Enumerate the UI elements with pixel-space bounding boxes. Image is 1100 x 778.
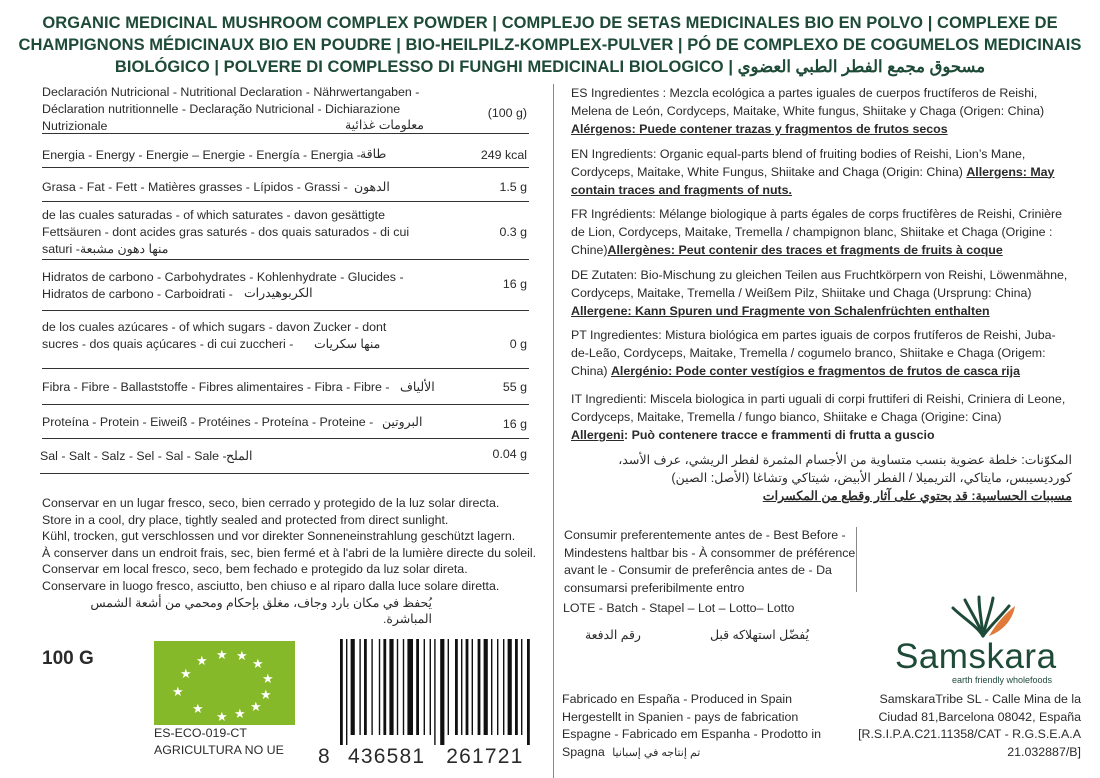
company-line: SamskaraTribe SL - Calle Mina de la <box>879 692 1081 706</box>
barcode-bar <box>371 639 372 735</box>
nutrition-row <box>40 439 529 474</box>
allergen-text: Allergene: Kann Spuren und Fragmente von Schalenfrüchten enthalten <box>571 303 990 318</box>
ingredients-en <box>571 145 1071 199</box>
nutrition-row-label: Fibra - Fibre - Ballaststoffe - Fibres alimentaires - Fibra - Fibre - <box>42 380 390 394</box>
allergen-tail: : Può contenere tracce e frammenti di frutta a guscio <box>624 428 935 442</box>
barcode-bar <box>497 639 498 735</box>
barcode-bar <box>359 639 360 735</box>
allergen-text: Alérgenos: Puede contener trazas y fragmentos de frutos secos <box>571 122 948 136</box>
barcode-bar <box>455 639 458 735</box>
svg-text:★: ★ <box>196 654 208 669</box>
storage-line: Store in a cool, dry place, tightly sealed and protected from direct sunlight. <box>42 512 449 527</box>
ingredients-ar-text: المكوّنات: خلطة عضوية بنسب متساوية من الأجسام المثمرة لفطر الريشي، عرف الأسد، كورديسيبس، مايتاكي، التريميلا / الفطر الأبيض، شيتاكي وتشاغا (الأصل: الصين) <box>618 453 1072 485</box>
barcode-group2: 261721 <box>446 745 524 768</box>
made-in <box>562 691 832 762</box>
barcode-bar <box>461 639 462 735</box>
storage-line: À conserver dans un endroit frais, sec, bien fermé et à l'abri de la lumière directe du soleil. <box>42 545 537 560</box>
ingredients-text: FR Ingrédients: Mélange biologique à parts égales de corps fructifères de Reishi, Crinière de Lion, Cordyceps, Maitake, Tremella / champignon blanc, Shiitake et Chaga (Origine : Chine) <box>571 207 1063 257</box>
nutrition-header-label: Declaración Nutricional - Nutritional Declaration - Nährwertangaben - Déclaration nutritionnelle - Declaração Nutricional - Dichiarazione Nutrizionale <box>42 85 420 133</box>
ingredients-pt <box>571 326 1071 380</box>
allergen-ar: مسببات الحساسية: قد يحتوي على آثار وقطع من المكسرات <box>762 489 1072 503</box>
barcode-bar <box>472 639 473 735</box>
nutrition-row-label: Proteína - Protein - Eiweiß - Protéines - Proteína - Proteine - <box>42 415 374 429</box>
coral-icon <box>893 592 1073 642</box>
nutrition-row <box>42 405 529 439</box>
brand-name: Samskara <box>895 637 1057 676</box>
made-in-text: Fabricado en España - Produced in Spain Hergestellt in Spanien - pays de fabrication Espagne - Fabricado em Espanha - Prodotto in Spagna <box>562 692 821 759</box>
barcode-bar <box>527 639 530 745</box>
nutrition-row-label: de los cuales azúcares - of which sugars - davon Zucker - dont sucres - dos quais açúcares - di cui zuccheri - <box>42 320 387 351</box>
nutrition-row-label: Sal - Salt - Salz - Sel - Sal - Sale - <box>40 449 227 463</box>
ingredients-de <box>571 266 1071 320</box>
net-weight: 100 G <box>42 648 94 669</box>
barcode-bar <box>521 639 522 735</box>
storage-line: Conservare in luogo fresco, asciutto, ben chiuso e al riparo dalla luce solare diretta. <box>42 578 500 593</box>
svg-text:★: ★ <box>180 667 192 682</box>
barcode-bar <box>416 639 419 735</box>
nutrition-row-value: 0.04 g <box>492 447 527 461</box>
barcode-bar <box>364 639 367 735</box>
storage-line: Kühl, trocken, gut verschlossen und vor direkter Sonneneinstrahlung geschützt lagern. <box>42 529 516 544</box>
nutrition-row-ar: منها سكريات <box>314 337 381 351</box>
ingredients-text: DE Zutaten: Bio-Mischung zu gleichen Teilen aus Fruchtkörpern von Reishi, Löwenmähne, Cordyceps, Maitake, Tremella / Weißem Pilz, Shiitake und Chaga (Ursprung: China) <box>571 267 1068 300</box>
barcode-bar <box>515 639 518 735</box>
svg-text:★: ★ <box>250 700 262 715</box>
lot-label: LOTE - Batch - Stapel – Lot – Lotto– Lotto <box>563 601 795 615</box>
barcode-bar <box>397 639 398 735</box>
barcode-bar <box>346 639 347 745</box>
storage-line-ar: يُحفظ في مكان بارد وجاف، مغلق بإحكام ومحمي من أشعة الشمس المباشرة. <box>90 595 432 627</box>
barcode-bar <box>403 639 404 735</box>
ingredients-list <box>571 84 1071 451</box>
nutrition-row-ar: البروتين <box>382 415 423 429</box>
company-address <box>846 691 1081 761</box>
barcode-bar <box>383 639 386 735</box>
allergen-text: Allergens: May contain traces and fragments of nuts. <box>571 164 1055 197</box>
nutrition-row <box>42 168 529 202</box>
nutrition-header <box>42 84 529 134</box>
eu-code-line: AGRICULTURA NO UE <box>154 742 284 757</box>
svg-text:★: ★ <box>236 649 248 664</box>
svg-text:★: ★ <box>216 710 228 725</box>
nutrition-row-ar: الملح <box>226 449 253 463</box>
nutrition-row <box>42 369 529 405</box>
nutrition-row-label: Energia - Energy - Energie – Energie - Energía - Energia - <box>42 148 361 162</box>
barcode-bar <box>379 639 380 735</box>
nutrition-header-ar: معلومات غذائية <box>345 118 424 132</box>
nutrition-row <box>42 260 529 311</box>
brand-tagline: earth friendly wholefoods <box>952 675 1053 685</box>
nutrition-row-ar: طاقة <box>360 147 387 161</box>
nutrition-row-value: 16 g <box>502 277 527 291</box>
best-before-ar: يُفضّل استهلاكه قبل <box>710 628 809 642</box>
barcode-bar <box>430 639 431 735</box>
svg-text:★: ★ <box>192 702 204 717</box>
svg-text:★: ★ <box>234 707 246 722</box>
barcode-bar <box>478 639 481 735</box>
storage-instructions <box>42 495 547 628</box>
nutrition-row-value: 1.5 g <box>499 180 527 194</box>
allergen-text: Allergènes: Peut contenir des traces et fragments de fruits à coque <box>607 243 1003 257</box>
company-line: 21.032887/B] <box>1007 744 1081 759</box>
svg-text:★: ★ <box>262 672 274 687</box>
barcode-bar <box>508 639 512 735</box>
made-in-ar: تم إنتاجه في إسبانيا <box>612 746 701 759</box>
barcode-bar <box>440 639 444 745</box>
nutrition-row-ar: الدهون <box>354 180 390 194</box>
company-line: Ciudad 81,Barcelona 08042, España <box>878 709 1081 724</box>
ingredients-text: EN Ingredients: Organic equal-parts blend of fruiting bodies of Reishi, Lion’s Mane, Cordyceps, Maitake, White Fungus, Shiitake and Chaga (Origin: China) <box>571 146 1026 179</box>
barcode-first-digit: 8 <box>318 745 331 768</box>
barcode-bars <box>318 637 533 747</box>
center-divider <box>553 84 554 778</box>
barcode-bar <box>448 639 449 735</box>
ingredients-text: ES Ingredientes : Mezcla ecológica a partes iguales de cuerpos fructíferos de Reishi, Melena de León, Cordyceps, Maitake, White fungus, Shiitake y Chaga (Origen: China) <box>571 86 1045 118</box>
nutrition-row-ar: الكربوهيدرات <box>244 286 313 300</box>
lot-label-ar: رقم الدفعة <box>585 628 641 642</box>
ingredients-it <box>571 390 1071 444</box>
barcode-bar <box>503 639 504 735</box>
nutrition-row-value: 249 kcal <box>480 148 527 162</box>
ingredients-es <box>571 84 1071 138</box>
best-before: Consumir preferentemente antes de - Best Before - Mindestens haltbar bis - À consommer de préférence avant le - Consumir de preferência antes de - Da consumarsi preferibilmente entro <box>564 528 856 595</box>
barcode-bar <box>434 639 435 745</box>
nutrition-per: (100 g) <box>487 106 527 120</box>
barcode-bar <box>424 639 425 735</box>
ingredients-fr <box>571 205 1071 259</box>
nutrition-row-label: Hidratos de carbono - Carbohydrates - Kohlenhydrate - Glucides - Hidratos de carbono - Carboidrati - <box>42 270 404 301</box>
eu-leaf-icon <box>154 641 295 725</box>
nutrition-row-ar: الألياف <box>400 380 435 394</box>
barcode-bar <box>407 639 413 735</box>
barcode-bar <box>491 639 492 735</box>
nutrition-row-value: 16 g <box>502 417 527 431</box>
nutrition-row-value: 55 g <box>502 380 527 394</box>
svg-text:★: ★ <box>252 657 264 672</box>
storage-line: Conservar em local fresco, seco, bem fechado e protegido da luz solar direta. <box>42 562 468 577</box>
barcode-group1: 436581 <box>347 745 426 768</box>
barcode-bar <box>340 639 343 745</box>
barcode-bar <box>484 639 488 735</box>
storage-line: Conservar en un lugar fresco, seco, bien cerrado y protegido de la luz solar directa. <box>42 496 500 510</box>
barcode <box>318 637 533 773</box>
allergen-text: Alergénio: Pode conter vestígios e fragmentos de frutos de casca rija <box>610 364 1020 378</box>
nutrition-row <box>42 134 529 168</box>
ingredients-text: PT Ingredientes: Mistura biológica em partes iguais de corpos frutíferos de Reishi, Juba-de-Leão, Cordyceps, Maitake, Tremella / cogumelo branco, Shiitake e Chaga (Origem: China) <box>571 328 1056 378</box>
eu-organic-logo <box>154 641 295 725</box>
nutrition-row-ar: منها دهون مشبعة <box>80 242 169 256</box>
allergen-text: Allergeni <box>571 428 625 442</box>
nutrition-row-label: de las cuales saturadas - of which saturates - davon gesättigte Fettsäuren - dont acides gras saturés - dos quais saturados - di cui saturi - <box>42 208 410 256</box>
eu-code-line: ES-ECO-019-CT <box>154 726 247 740</box>
svg-text:★: ★ <box>216 648 228 663</box>
nutrition-row-label: Grasa - Fat - Fett - Matières grasses - Lípidos - Grassi - <box>42 180 348 194</box>
eu-code <box>154 725 284 758</box>
nutrition-row <box>42 202 529 260</box>
svg-text:★: ★ <box>260 688 272 703</box>
barcode-bar <box>351 639 355 735</box>
barcode-bar <box>389 639 393 735</box>
nutrition-row <box>42 311 529 369</box>
product-title: ORGANIC MEDICINAL MUSHROOM COMPLEX POWDER | COMPLEJO DE SETAS MEDICINALES BIO EN POLVO | COMPLEXE DE CHAMPIGNONS MÉDICINAUX BIO EN POUDRE | BIO-HEILPILZ-KOMPLEX-PULVER | PÓ DE COMPLEXO DE COGUMELOS MEDICINAIS BIOLÓGICO | POLVERE DI COMPLESSO DI FUNGHI MEDICINALI BIOLOGICO | مسحوق مجمع الفطر الطبي العضوي <box>18 14 1082 76</box>
ingredients-text: IT Ingredienti: Miscela biologica in parti uguali di corpi fruttiferi di Reishi, Criniera di Leone, Cordyceps, Maitake, Tremella / fungo bianco, Shiitake e Chaga (Origine: Cina) <box>571 392 1066 424</box>
nutrition-table <box>42 84 529 474</box>
ingredients-ar <box>566 451 1072 505</box>
company-line: [R.S.I.P.A.C21.11358/CAT - R.G.S.E.A.A <box>858 727 1081 742</box>
nutrition-row-value: 0 g <box>509 337 527 351</box>
svg-text:★: ★ <box>172 685 184 700</box>
barcode-bar <box>466 639 469 735</box>
nutrition-row-value: 0.3 g <box>499 225 527 239</box>
barcode-digits <box>318 745 524 769</box>
